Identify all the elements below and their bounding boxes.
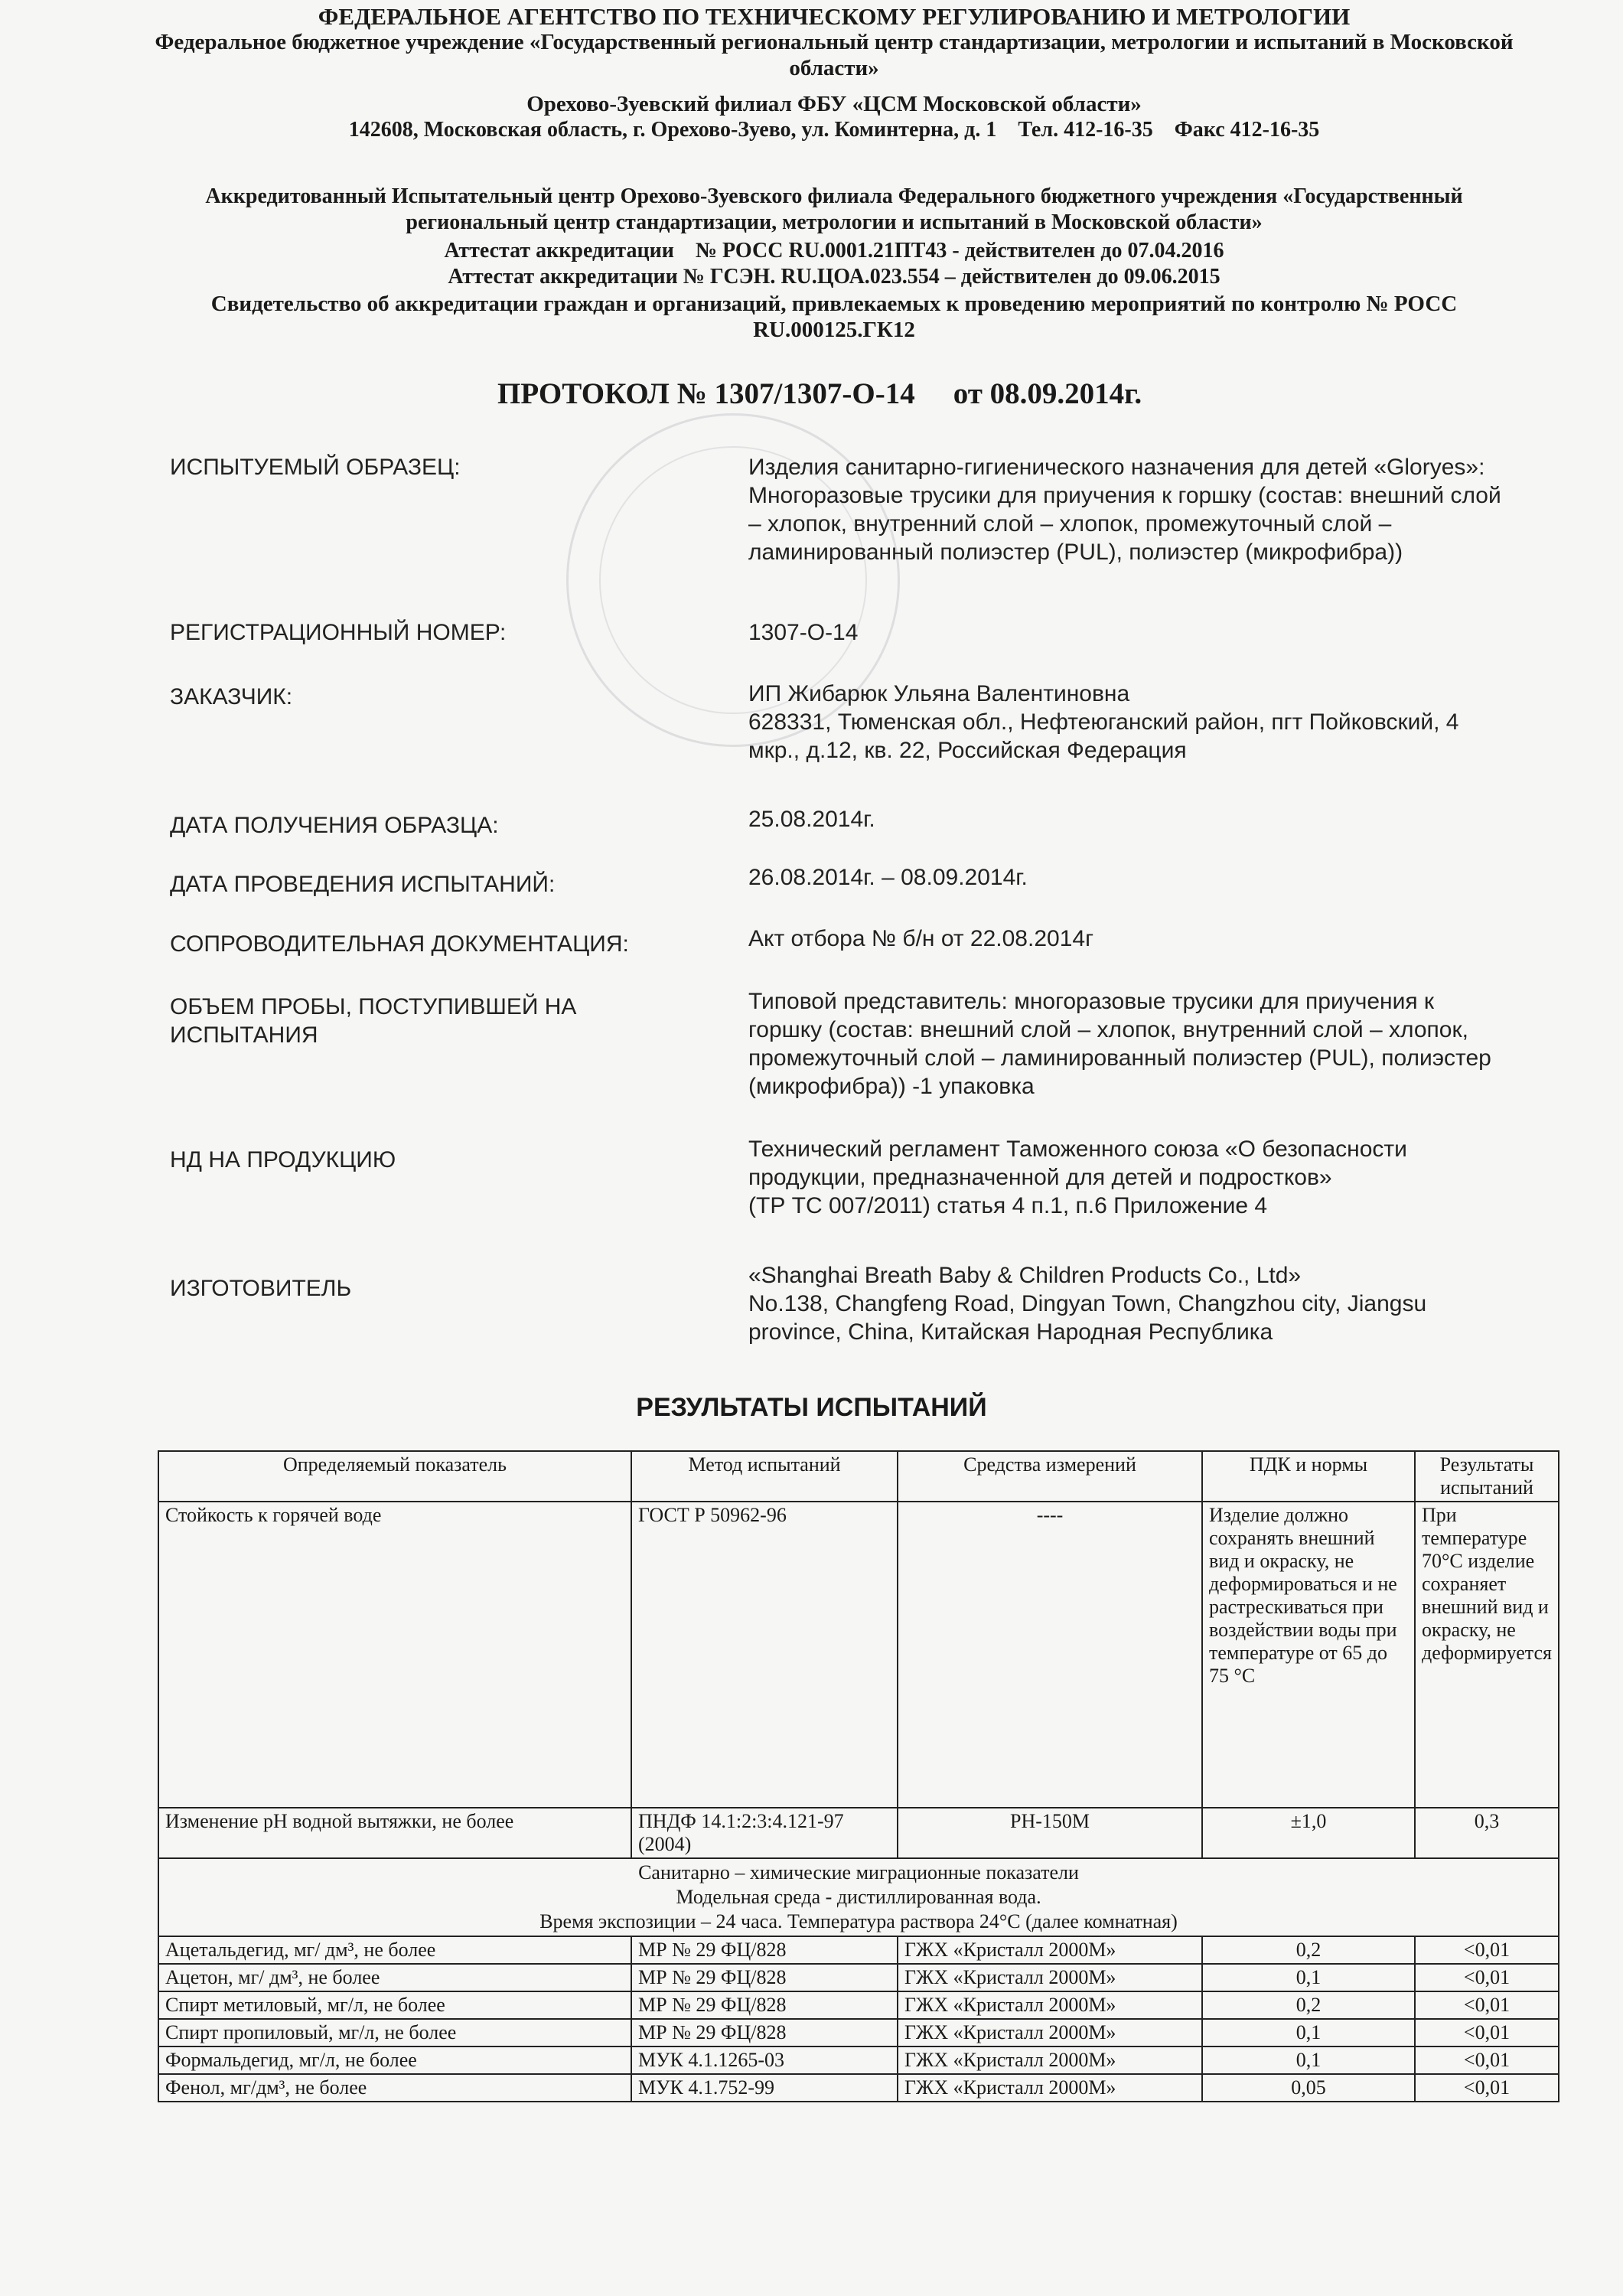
cell-norm: 0,05 bbox=[1202, 2074, 1415, 2102]
cell-method: ГОСТ Р 50962-96 bbox=[631, 1502, 898, 1808]
field-value-regulation bbox=[748, 1135, 1514, 1220]
cell-instrument: ГЖХ «Кристалл 2000М» bbox=[898, 1936, 1202, 1964]
field-value-receipt-date: 25.08.2014г. bbox=[748, 807, 875, 832]
col-header-norm: ПДК и нормы bbox=[1202, 1451, 1415, 1502]
agency-title: ФЕДЕРАЛЬНОЕ АГЕНТСТВО ПО ТЕХНИЧЕСКОМУ РЕГУЛИРОВАНИЮ И МЕТРОЛОГИИ bbox=[318, 3, 1351, 30]
field-value-sample-volume: Типовой представитель: многоразовые трусики для приучения к горшку (состав: внешний слой – хлопок, внутренний слой – хлопок, промежуточный слой – ламинированный полиэстер (PUL), полиэстер (микрофибра)) -1 упаковка bbox=[748, 989, 1491, 1099]
table-row bbox=[158, 1991, 1559, 2019]
col-header-indicator: Определяемый показатель bbox=[158, 1451, 631, 1502]
cell-method: МР № 29 ФЦ/828 bbox=[631, 1991, 898, 2019]
cell-result: <0,01 bbox=[1415, 2047, 1559, 2074]
field-label-manufacturer: ИЗГОТОВИТЕЛЬ bbox=[170, 1276, 352, 1301]
cell-method: МУК 4.1.752-99 bbox=[631, 2074, 898, 2102]
col-header-instrument: Средства измерений bbox=[898, 1451, 1202, 1502]
field-label-receipt-date: ДАТА ПОЛУЧЕНИЯ ОБРАЗЦА: bbox=[170, 813, 499, 838]
cell-instrument: ГЖХ «Кристалл 2000М» bbox=[898, 2047, 1202, 2074]
cell-result: <0,01 bbox=[1415, 2019, 1559, 2047]
cell-result: <0,01 bbox=[1415, 1991, 1559, 2019]
cell-result: <0,01 bbox=[1415, 1964, 1559, 1991]
table-row bbox=[158, 2019, 1559, 2047]
protocol-number: ПРОТОКОЛ № 1307/1307-О-14 bbox=[497, 377, 915, 410]
cell-result: <0,01 bbox=[1415, 2074, 1559, 2102]
cell-indicator: Формальдегид, мг/л, не более bbox=[158, 2047, 631, 2074]
cell-instrument: ГЖХ «Кристалл 2000М» bbox=[898, 1964, 1202, 1991]
regulation-articles: (ТР ТС 007/2011) статья 4 п.1, п.6 Приложение 4 bbox=[748, 1193, 1268, 1218]
accreditation-certificate-1: Аттестат аккредитации № РОСС RU.0001.21ПТ43 - действителен до 07.04.2016 bbox=[444, 239, 1224, 263]
table-row bbox=[158, 1936, 1559, 1964]
protocol-title bbox=[497, 377, 1142, 411]
cell-instrument: PH-150M bbox=[898, 1808, 1202, 1858]
cell-method: МР № 29 ФЦ/828 bbox=[631, 1964, 898, 1991]
table-header-row bbox=[158, 1451, 1559, 1502]
cell-method: МУК 4.1.1265-03 bbox=[631, 2047, 898, 2074]
field-value-sample: Изделия санитарно-гигиенического назначения для детей «Gloryes»: Многоразовые трусики для приучения к горшку (состав: внешний слой – хлопок, внутренний слой – хлопок, промежуточный слой – ламинированный полиэстер (PUL), полиэстер (микрофибра)) bbox=[748, 455, 1501, 565]
accredited-center: Аккредитованный Испытательный центр Орехово-Зуевского филиала Федерального бюджетного учреждения «Государственный региональный центр стандартизации, метрологии и испытаний в Московской области» bbox=[205, 184, 1463, 234]
cell-indicator: Спирт метиловый, мг/л, не более bbox=[158, 1991, 631, 2019]
accreditation-certificate-2: Аттестат аккредитации № ГСЭН. RU.ЦОА.023.554 – действителен до 09.06.2015 bbox=[448, 265, 1221, 289]
cell-indicator: Ацетальдегид, мг/ дм³, не более bbox=[158, 1936, 631, 1964]
results-title: РЕЗУЛЬТАТЫ ИСПЫТАНИЙ bbox=[636, 1393, 987, 1422]
field-value-customer bbox=[748, 680, 1514, 765]
cell-method: МР № 29 ФЦ/828 bbox=[631, 1936, 898, 1964]
cell-method: ПНДФ 14.1:2:3:4.121-97 (2004) bbox=[631, 1808, 898, 1858]
field-value-test-dates: 26.08.2014г. – 08.09.2014г. bbox=[748, 865, 1028, 890]
table-row bbox=[158, 2047, 1559, 2074]
cell-norm: 0,1 bbox=[1202, 2047, 1415, 2074]
cell-method: МР № 29 ФЦ/828 bbox=[631, 2019, 898, 2047]
cell-indicator: Фенол, мг/дм³, не более bbox=[158, 2074, 631, 2102]
institution-name: Федеральное бюджетное учреждение «Государственный региональный центр стандартизации, метрологии и испытаний в Московской области» bbox=[155, 30, 1514, 80]
cell-indicator: Спирт пропиловый, мг/л, не более bbox=[158, 2019, 631, 2047]
field-value-documentation: Акт отбора № б/н от 22.08.2014г bbox=[748, 926, 1094, 951]
field-label-test-dates: ДАТА ПРОВЕДЕНИЯ ИСПЫТАНИЙ: bbox=[170, 872, 556, 897]
cell-result: 0,3 bbox=[1415, 1808, 1559, 1858]
cell-result: При температуре 70°С изделие сохраняет внешний вид и окраску, не деформируется bbox=[1415, 1502, 1559, 1808]
cell-instrument: ---- bbox=[898, 1502, 1202, 1808]
cell-norm: ±1,0 bbox=[1202, 1808, 1415, 1858]
section-line-1: Санитарно – химические миграционные показатели bbox=[638, 1861, 1079, 1883]
table-row-hot-water bbox=[158, 1502, 1559, 1808]
cell-indicator: Стойкость к горячей воде bbox=[158, 1502, 631, 1808]
cell-norm: 0,1 bbox=[1202, 1964, 1415, 1991]
regulation-title: Технический регламент Таможенного союза «О безопасности продукции, предназначенной для детей и подростков» bbox=[748, 1137, 1407, 1190]
results-table bbox=[158, 1450, 1559, 2102]
protocol-date: от 08.09.2014г. bbox=[953, 377, 1142, 410]
field-label-regulation: НД НА ПРОДУКЦИЮ bbox=[170, 1147, 396, 1172]
field-label-sample-volume: ОБЪЕМ ПРОБЫ, ПОСТУПИВШЕЙ НА ИСПЫТАНИЯ bbox=[170, 994, 577, 1048]
branch-name: Орехово-Зуевский филиал ФБУ «ЦСМ Московской области» bbox=[526, 92, 1142, 116]
cell-norm: 0,1 bbox=[1202, 2019, 1415, 2047]
cell-norm: 0,2 bbox=[1202, 1991, 1415, 2019]
section-line-3: Время экспозиции – 24 часа. Температура раствора 24°С (далее комнатная) bbox=[539, 1910, 1178, 1932]
cell-instrument: ГЖХ «Кристалл 2000М» bbox=[898, 1991, 1202, 2019]
cell-indicator: Ацетон, мг/ дм³, не более bbox=[158, 1964, 631, 1991]
cell-instrument: ГЖХ «Кристалл 2000М» bbox=[898, 2074, 1202, 2102]
section-header bbox=[158, 1858, 1559, 1936]
table-row bbox=[158, 2074, 1559, 2102]
cell-norm: 0,2 bbox=[1202, 1936, 1415, 1964]
field-label-customer: ЗАКАЗЧИК: bbox=[170, 684, 293, 709]
cell-instrument: ГЖХ «Кристалл 2000М» bbox=[898, 2019, 1202, 2047]
cell-indicator: Изменение рН водной вытяжки, не более bbox=[158, 1808, 631, 1858]
manufacturer-address: No.138, Changfeng Road, Dingyan Town, Changzhou city, Jiangsu province, China, Китайская Народная Республика bbox=[748, 1291, 1427, 1345]
col-header-method: Метод испытаний bbox=[631, 1451, 898, 1502]
table-section-row bbox=[158, 1858, 1559, 1936]
field-label-reg-number: РЕГИСТРАЦИОННЫЙ НОМЕР: bbox=[170, 620, 507, 645]
table-row-ph bbox=[158, 1808, 1559, 1858]
table-row bbox=[158, 1964, 1559, 1991]
col-header-result: Результаты испытаний bbox=[1415, 1451, 1559, 1502]
field-label-documentation: СОПРОВОДИТЕЛЬНАЯ ДОКУМЕНТАЦИЯ: bbox=[170, 931, 629, 957]
section-line-2: Модельная среда - дистиллированная вода. bbox=[676, 1886, 1041, 1908]
cell-result: <0,01 bbox=[1415, 1936, 1559, 1964]
customer-address: 628331, Тюменская обл., Нефтеюганский район, пгт Пойковский, 4 мкр., д.12, кв. 22, Российская Федерация bbox=[748, 709, 1459, 763]
field-label-sample: ИСПЫТУЕМЫЙ ОБРАЗЕЦ: bbox=[170, 455, 461, 480]
branch-address: 142608, Московская область, г. Орехово-Зуево, ул. Коминтерна, д. 1 Тел. 412-16-35 Факс 412-16-35 bbox=[348, 118, 1320, 142]
field-value-manufacturer bbox=[748, 1261, 1514, 1346]
field-value-reg-number: 1307-О-14 bbox=[748, 620, 859, 645]
manufacturer-name: «Shanghai Breath Baby & Children Products Co., Ltd» bbox=[748, 1263, 1302, 1288]
cell-norm: Изделие должно сохранять внешний вид и окраску, не деформироваться и не растрескиваться при воздействии воды при температуре от 65 до 75 °С bbox=[1202, 1502, 1415, 1808]
customer-name: ИП Жибарюк Ульяна Валентиновна bbox=[748, 681, 1130, 706]
accreditation-certificate-3: Свидетельство об аккредитации граждан и организаций, привлекаемых к проведению мероприятий по контролю № РОСС RU.000125.ГК12 bbox=[210, 292, 1458, 342]
